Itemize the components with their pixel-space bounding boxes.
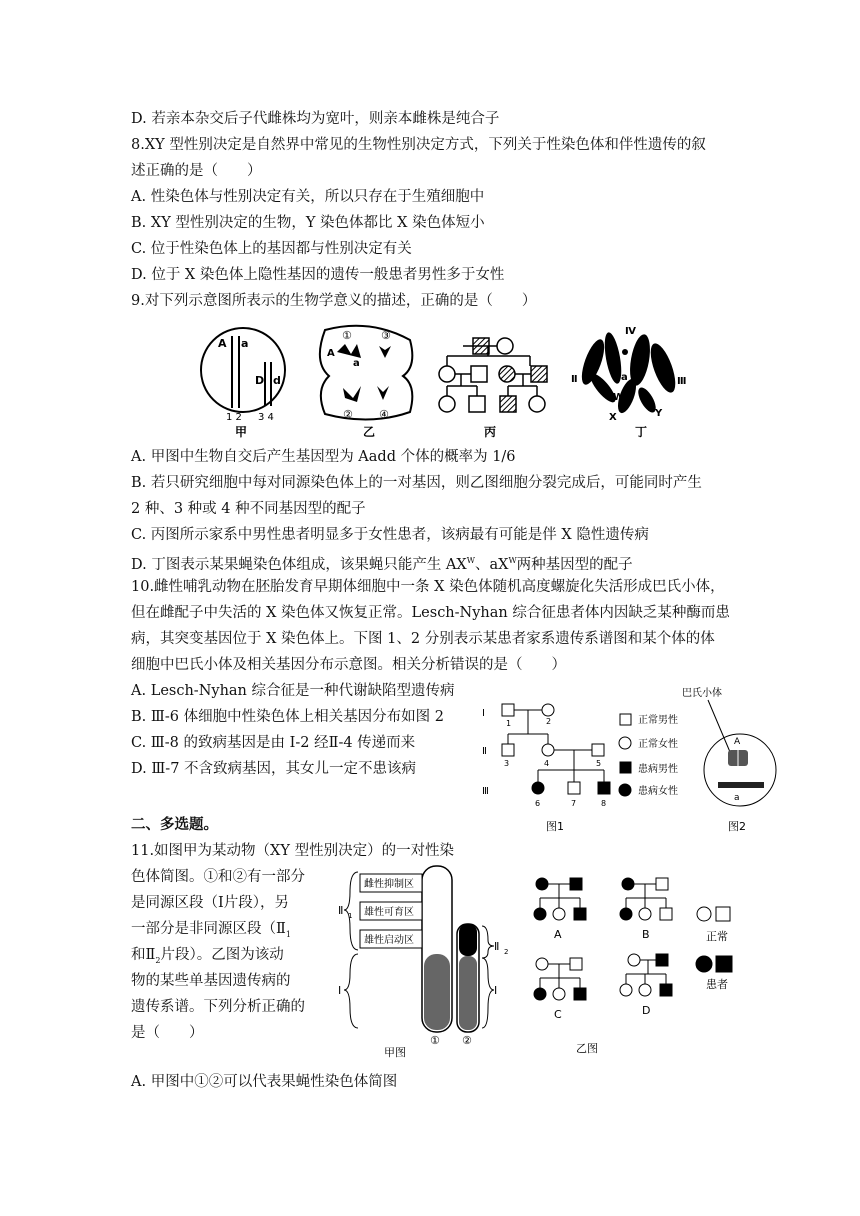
svg-text:a: a — [734, 793, 740, 803]
svg-text:正常男性: 正常男性 — [638, 715, 678, 726]
q11-stem-1: 11.如图甲为某动物（XY 型性别决定）的一对性染 — [131, 843, 455, 859]
svg-text:患病女性: 患病女性 — [638, 786, 678, 797]
q10-option-c: C. Ⅲ-8 的致病基因是由 I-2 经Ⅱ-4 传递而来 — [131, 735, 416, 751]
svg-text:C: C — [554, 1008, 562, 1021]
svg-text:5: 5 — [596, 759, 602, 768]
svg-text:②: ② — [462, 1034, 472, 1047]
q11-stem-3: 是同源区段（Ⅰ片段），另 — [131, 895, 289, 911]
q10-stem-3: 病，其突变基因位于 X 染色体上。下图 1、2 分别表示某患者家系遗传系谱图和某个体的体 — [131, 631, 715, 647]
section-multiple-choice: 二、多选题。 — [131, 817, 218, 833]
q9-option-d: D. 丁图表示某果蝇染色体组成，该果蝇只能产生 $AX^W$、$aX^W$两种基因型的配子 — [131, 556, 633, 573]
svg-text:I: I — [338, 984, 342, 997]
svg-text:A: A — [591, 360, 599, 371]
svg-text:Ⅱ: Ⅱ — [482, 746, 487, 757]
svg-text:D: D — [642, 1004, 651, 1017]
figure-bing — [439, 338, 547, 439]
caption-yi-11: 乙图 — [576, 1042, 598, 1055]
svg-text:①: ① — [430, 1034, 440, 1047]
q9-option-c: C. 丙图所示家系中男性患者明显多于女性患者，该病最有可能是伴 X 隐性遗传病 — [131, 527, 649, 543]
q7-option-d: D. 若亲本杂交后子代雌株均为宽叶，则亲本雌株是纯合子 — [131, 111, 500, 127]
svg-text:Ⅳ: Ⅳ — [625, 326, 636, 337]
svg-text:Ⅱ: Ⅱ — [338, 904, 344, 917]
svg-text:a: a — [621, 372, 628, 383]
q8-option-a: A. 性染色体与性别决定有关，所以只存在于生殖细胞中 — [131, 189, 485, 205]
figure-yi-pedigrees — [534, 878, 732, 1055]
q10-stem-2: 但在雌配子中失活的 X 染色体又恢复正常。Lesch-Nyhan 综合征患者体内因缺乏某种酶而患 — [131, 605, 730, 621]
svg-text:4: 4 — [544, 759, 550, 768]
svg-text:2: 2 — [504, 948, 509, 956]
caption-fig1: 图1 — [546, 820, 564, 833]
q9-figure — [195, 322, 695, 440]
q8-option-b: B. XY 型性别决定的生物，Y 染色体都比 X 染色体短小 — [131, 215, 485, 231]
caption-jia: 甲 — [235, 425, 248, 439]
svg-text:患者: 患者 — [706, 978, 728, 991]
q11-stem-2: 色体简图。①和②有一部分 — [131, 869, 305, 885]
svg-text:雄性启动区: 雄性启动区 — [364, 935, 414, 946]
q8-stem-2: 述正确的是（ ） — [131, 163, 262, 179]
jia-A: A — [218, 337, 227, 350]
q11-stem-5: 和$Ⅱ_2$片段）。乙图为该动 — [131, 947, 284, 965]
svg-text:D: D — [255, 374, 265, 387]
q8-option-c: C. 位于性染色体上的基因都与性别决定有关 — [131, 241, 412, 257]
q11-stem-4: 一部分是非同源区段（$Ⅱ_1$ — [131, 921, 291, 939]
svg-text:A: A — [554, 928, 562, 941]
svg-text:②: ② — [343, 408, 353, 421]
q10-stem-4: 细胞中巴氏小体及相关基因分布示意图。相关分析错误的是（ ） — [131, 657, 566, 673]
legend — [619, 713, 678, 797]
q10-figure — [478, 686, 810, 836]
svg-text:雌性抑制区: 雌性抑制区 — [364, 879, 414, 890]
caption-bing: 丙 — [484, 425, 497, 439]
svg-text:巴氏小体: 巴氏小体 — [682, 688, 722, 699]
svg-text:3 4: 3 4 — [258, 412, 274, 423]
svg-text:雄性可育区: 雄性可育区 — [364, 907, 414, 918]
svg-text:1: 1 — [506, 719, 512, 728]
svg-text:1 2: 1 2 — [226, 412, 242, 423]
svg-text:I: I — [482, 708, 485, 719]
svg-text:正常女性: 正常女性 — [638, 739, 678, 750]
svg-text:2: 2 — [546, 717, 552, 726]
svg-text:Ⅲ: Ⅲ — [482, 786, 489, 797]
figure-jia-chromosomes — [338, 866, 508, 1059]
q9-stem: 9.对下列示意图所表示的生物学意义的描述，正确的是（ ） — [131, 293, 537, 309]
barr-body-figure-2 — [682, 686, 776, 833]
q10-option-a: A. Lesch-Nyhan 综合征是一种代谢缺陷型遗传病 — [131, 683, 455, 699]
q10-option-d: D. Ⅲ-7 不含致病基因，其女儿一定不患该病 — [131, 761, 417, 777]
q9-option-b-1: B. 若只研究细胞中每对同源染色体上的一对基因，则乙图细胞分裂完成后，可能同时产生 — [131, 475, 702, 491]
svg-text:患病男性: 患病男性 — [638, 764, 678, 775]
svg-text:①: ① — [342, 329, 352, 342]
svg-text:正常: 正常 — [706, 930, 728, 943]
q10-option-b: B. Ⅲ-6 体细胞中性染色体上相关基因分布如图 2 — [131, 709, 444, 725]
q11-stem-6: 物的某些单基因遗传病的 — [131, 973, 291, 989]
svg-text:④: ④ — [379, 408, 389, 421]
figure-ding — [571, 326, 686, 439]
q9-option-a: A. 甲图中生物自交后产生基因型为 Aadd 个体的概率为 1/6 — [131, 449, 516, 465]
q8-stem-1: 8.XY 型性别决定是自然界中常见的生物性别决定方式，下列关于性染色体和伴性遗传的叙 — [131, 137, 706, 153]
svg-text:X: X — [609, 412, 617, 423]
q11-option-a: A. 甲图中①②可以代表果蝇性染色体简图 — [131, 1074, 398, 1090]
q9-option-b-2: 2 种、3 种或 4 种不同基因型的配子 — [131, 501, 366, 517]
svg-text:B: B — [642, 928, 650, 941]
q11-stem-8: 是（ ） — [131, 1025, 204, 1041]
caption-jia-11: 甲图 — [384, 1046, 406, 1059]
pedigree-figure-1 — [482, 704, 610, 833]
svg-text:A: A — [327, 348, 335, 359]
svg-text:3: 3 — [504, 759, 510, 768]
svg-text:Ⅱ: Ⅱ — [494, 940, 500, 953]
svg-text:6: 6 — [535, 799, 541, 808]
figure-jia — [201, 328, 285, 439]
q10-stem-1: 10.雌性哺乳动物在胚胎发育早期体细胞中一条 X 染色体随机高度螺旋化失活形成巴氏小体， — [131, 579, 725, 595]
svg-text:A: A — [734, 737, 741, 747]
svg-text:8: 8 — [601, 799, 607, 808]
svg-text:Ⅱ: Ⅱ — [571, 374, 578, 385]
svg-text:a: a — [353, 358, 360, 369]
svg-text:W: W — [613, 392, 625, 403]
q11-figure — [338, 862, 758, 1062]
svg-text:Y: Y — [655, 408, 663, 419]
caption-ding: 丁 — [635, 425, 648, 439]
caption-yi: 乙 — [363, 425, 376, 439]
svg-text:③: ③ — [381, 329, 391, 342]
svg-text:Ⅲ: Ⅲ — [677, 376, 687, 387]
svg-text:1: 1 — [348, 912, 353, 920]
svg-text:7: 7 — [571, 799, 577, 808]
q8-option-d: D. 位于 X 染色体上隐性基因的遗传一般患者男性多于女性 — [131, 267, 505, 283]
caption-fig2: 图2 — [728, 820, 746, 833]
q11-stem-7: 遗传系谱。下列分析正确的 — [131, 999, 305, 1015]
figure-yi — [320, 326, 412, 439]
svg-text:I: I — [494, 984, 498, 997]
jia-a: a — [241, 337, 249, 350]
svg-text:d: d — [273, 374, 281, 387]
